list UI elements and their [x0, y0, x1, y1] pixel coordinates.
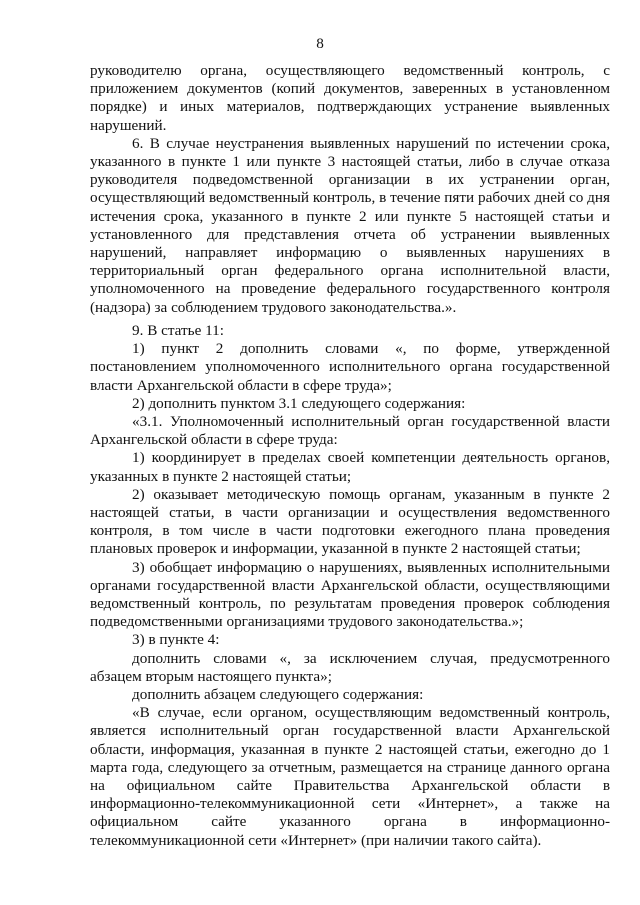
page-number: 8	[316, 35, 324, 52]
paragraph-point-3-1-item-1: 1) координирует в пределах своей компетенции деятельность органов, указанных в пункте 2 настоящей статьи;	[90, 449, 610, 485]
paragraph-point-3-1: «3.1. Уполномоченный исполнительный орган государственной власти Архангельской области в сфере труда:	[90, 413, 610, 449]
paragraph-subitem-1: 1) пункт 2 дополнить словами «, по форме, утвержденной постановлением уполномоченного исполнительного органа государственной власти Архангельской области в сфере труда»;	[90, 340, 610, 394]
text-block-article-11	[90, 322, 610, 850]
paragraph-subitem-2: 2) дополнить пунктом 3.1 следующего содержания:	[132, 394, 466, 412]
paragraph-article-heading: 9. В статье 11:	[132, 322, 224, 339]
paragraph-continuation: руководителю органа, осуществляющего ведомственный контроль, с приложением документов (копий документов, заверенных в установленном порядке) и иных материалов, подтверждающих устранение выявленных нарушений.	[90, 62, 610, 134]
paragraph-item-6: 6. В случае неустранения выявленных нарушений по истечении срока, указанного в пункте 1 или пункте 3 настоящей статьи, либо в случае отказа руководителя подведомственной организации в их устранении орган, осуществляющий ведомственный контроль, в течение пяти рабочих дней со дня истечения срока, указанного в пункте 2 или пункте 5 настоящей статьи и установленного для представления отчета об устранении выявленных нарушений, направляет информацию о выявленных нарушениях в территориальный орган федерального органа исполнительной власти, уполномоченного на проведение федерального государственного контроля (надзора) за соблюдением трудового законодательства.».	[90, 134, 610, 316]
paragraph-new-text: «В случае, если органом, осуществляющим ведомственный контроль, является исполнительный орган государственной власти Архангельской области, информация, указанная в пункте 2 настоящей статьи, ежегодно до 1 марта года, следующего за отчетным, размещается на странице данного органа на официальном сайте Правительства Архангельской области в информационно-телекоммуникационной сети «Интернет», а также на официальном сайте указанного органа в информационно-телекоммуникационной сети «Интернет» (при наличии такого сайта).	[90, 704, 610, 849]
paragraph-amend-2: дополнить абзацем следующего содержания:	[132, 686, 424, 704]
text-block-continuation	[90, 62, 610, 317]
paragraph-point-3-1-item-3: 3) обобщает информацию о нарушениях, выявленных исполнительными органами государственной власти Архангельской области, осуществляющими ведомственный контроль, по результатам проведения проверок соблюдения подведомственными организациями трудового законодательства.»;	[90, 558, 610, 631]
paragraph-subitem-3: 3) в пункте 4:	[132, 631, 220, 649]
paragraph-amend-1: дополнить словами «, за исключением случая, предусмотренного абзацем вторым настоящего пункта»;	[90, 649, 610, 685]
paragraph-point-3-1-item-2: 2) оказывает методическую помощь органам, указанным в пункте 2 настоящей статьи, в части организации и осуществления ведомственного контроля, в том числе в части подготовки ежегодного плана проведения плановых проверок и информации, указанной в пункте 2 настоящей статьи;	[90, 485, 610, 558]
